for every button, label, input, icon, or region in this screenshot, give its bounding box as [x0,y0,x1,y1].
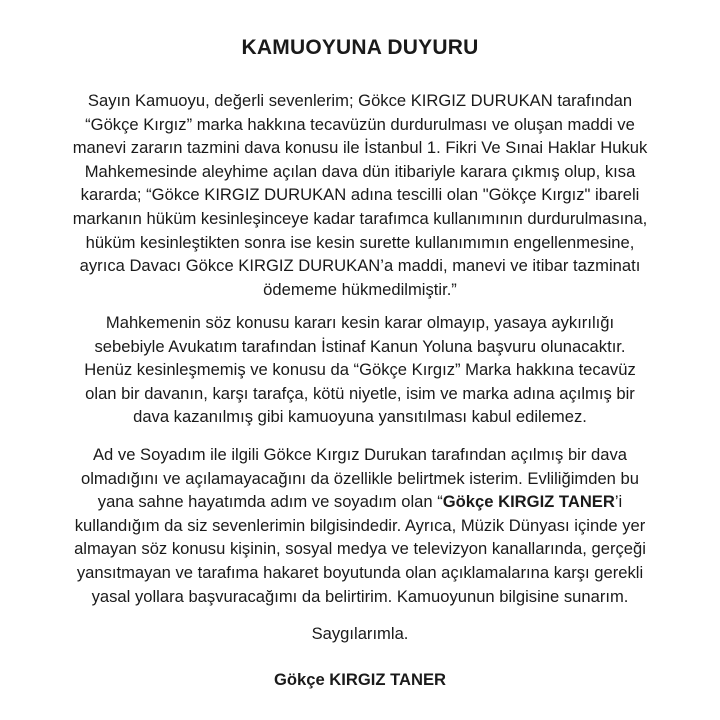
signature-name: Gökçe KIRGIZ TANER [273,670,447,689]
text-segment: yana sahne hayatımda adım ve soyadım olan “ [97,492,443,512]
paragraph-court-decision [40,89,680,301]
text-segment: ’i [614,492,623,512]
text-line: Sayın Kamuoyu, değerli sevenlerim; Gökce KIRGIZ DURUKAN tarafından [87,91,633,110]
text-line: Ad ve Soyadım ile ilgili Gökce Kırgız Durukan tarafından açılmış bir dava [92,445,627,464]
text-line: Henüz kesinleşmemiş ve konusu da “Gökçe Kırgız” Marka hakkına tecavüz [84,360,636,380]
text-line: almayan söz konusu kişinin, sosyal medya ve televizyon kanallarında, gerçeği [74,539,646,559]
text-line: dava kazanılmış gibi kamuoyuna yansıtılması kabul edilemez. [133,407,587,427]
bold-stage-name: Gökçe KIRGIZ TANER [442,492,615,512]
text-line-with-bold-name [40,490,680,514]
text-line: hüküm kesinleştikten sonra ise kesin surette kullanımımın engellenmesine, [85,232,635,252]
text-line: kullandığım da siz sevenlerimin bilgisindedir. Ayrıca, Müzik Dünyası içinde yer [74,515,646,535]
paragraph-name-statement [40,443,680,608]
closing-greeting: Saygılarımla. [311,624,409,643]
text-line: ayrıca Davacı Gökce KIRGIZ DURUKAN’a maddi, manevi ve itibar tazminatı [79,256,641,276]
text-line: markanın hüküm kesinleşinceye kadar tarafımca kullanımının durdurulmasına, [72,208,648,228]
text-line: Mahkemesinde aleyhime açılan dava dün itibariyle karara çıkmış olup, kısa [84,161,636,181]
text-line: ödememe hükmedilmiştir.” [263,279,457,299]
text-line: olmadığını ve açılamayacağını da özellikle belirtmek isterim. Evliliğimden bu [81,468,639,488]
text-line: olan bir davanın, karşı tarafça, kötü niyetle, isim ve marka adına açılmış bir [85,383,635,403]
text-line: Mahkemenin söz konusu kararı kesin karar olmayıp, yasaya aykırılığı [105,313,615,332]
text-line: manevi zararın tazmini dava konusu ile İstanbul 1. Fikri Ve Sınai Haklar Hukuk [72,138,648,158]
text-line: “Gökçe Kırgız” marka hakkına tecavüzün durdurulması ve oluşan maddi ve [85,114,635,134]
text-line: yasal yollara başvuracağımı da belirtirim. Kamuoyunun bilgisine sunarım. [91,586,629,606]
text-line: kararda; “Gökce KIRGIZ DURUKAN adına tescilli olan "Gökçe Kırgız" ibareli [80,185,640,205]
text-line: yansıtmayan ve tarafıma hakaret boyutunda olan açıklamalarına karşı gerekli [76,562,644,582]
text-line: sebebiyle Avukatım tarafından İstinaf Kanun Yoluna başvuru olunacaktır. [94,336,626,356]
paragraph-appeal [40,311,680,429]
announcement-title: KAMUOYUNA DUYURU [241,36,479,59]
